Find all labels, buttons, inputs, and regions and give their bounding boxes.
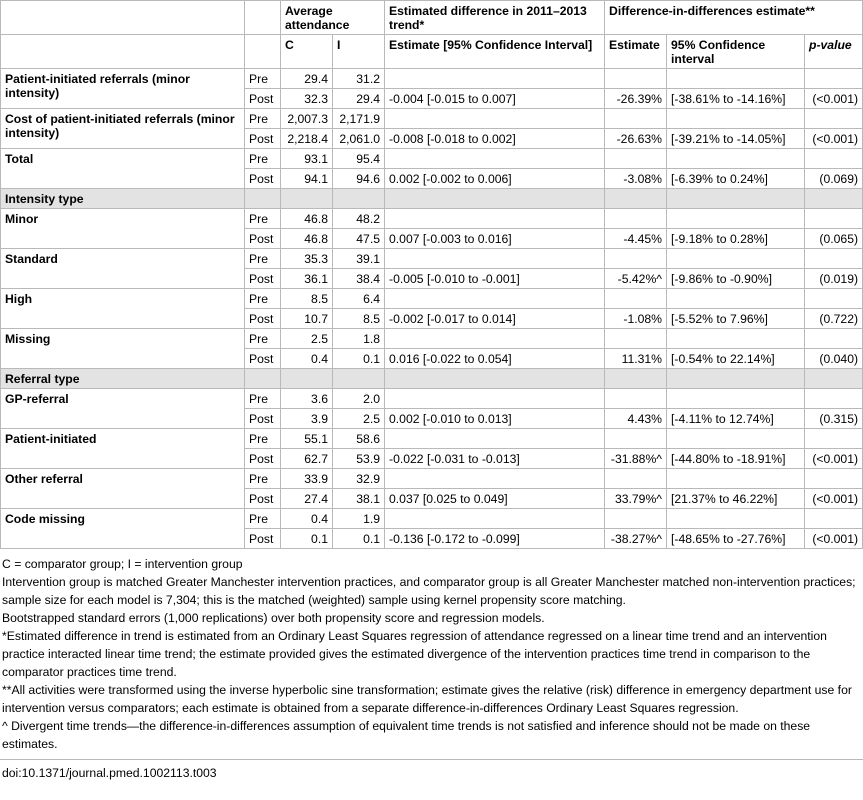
empty-cell — [605, 469, 667, 489]
comparator-value: 0.1 — [281, 529, 333, 549]
intervention-value: 48.2 — [333, 209, 385, 229]
intervention-value: 53.9 — [333, 449, 385, 469]
empty-cell — [805, 509, 863, 529]
row-label: Patient-initiated referrals (minor intensity) — [1, 69, 245, 109]
period-cell: Post — [245, 409, 281, 429]
comparator-value: 2,218.4 — [281, 129, 333, 149]
did-confidence-interval: [-39.21% to -14.05%] — [667, 129, 805, 149]
empty-cell — [385, 249, 605, 269]
did-confidence-interval: [-4.11% to 12.74%] — [667, 409, 805, 429]
header-empty — [1, 1, 245, 35]
did-estimate: 11.31% — [605, 349, 667, 369]
empty-cell — [605, 109, 667, 129]
comparator-value: 2,007.3 — [281, 109, 333, 129]
header-p-value — [805, 35, 863, 69]
comparator-value: 46.8 — [281, 229, 333, 249]
empty-cell — [385, 189, 605, 209]
period-cell: Pre — [245, 509, 281, 529]
p-value: (<0.001) — [805, 89, 863, 109]
section-label: Referral type — [1, 369, 245, 389]
empty-cell — [605, 249, 667, 269]
empty-cell — [605, 289, 667, 309]
trend-estimate: -0.005 [-0.010 to -0.001] — [385, 269, 605, 289]
p-value: (0.040) — [805, 349, 863, 369]
empty-cell — [667, 389, 805, 409]
comparator-value: 29.4 — [281, 69, 333, 89]
did-confidence-interval: [-0.54% to 22.14%] — [667, 349, 805, 369]
comparator-value: 3.6 — [281, 389, 333, 409]
empty-cell — [333, 189, 385, 209]
intervention-value: 1.8 — [333, 329, 385, 349]
period-cell: Post — [245, 229, 281, 249]
header-average-attendance: Average attendance — [281, 1, 385, 35]
empty-cell — [605, 209, 667, 229]
row-label: Code missing — [1, 509, 245, 549]
comparator-value: 0.4 — [281, 509, 333, 529]
period-cell: Pre — [245, 429, 281, 449]
empty-cell — [333, 369, 385, 389]
trend-estimate: -0.002 [-0.017 to 0.014] — [385, 309, 605, 329]
trend-estimate: -0.008 [-0.018 to 0.002] — [385, 129, 605, 149]
row-label: Minor — [1, 209, 245, 249]
table-row-pre — [1, 429, 863, 449]
period-cell: Post — [245, 129, 281, 149]
did-confidence-interval: [-9.18% to 0.28%] — [667, 229, 805, 249]
period-cell: Pre — [245, 109, 281, 129]
empty-cell — [385, 429, 605, 449]
p-value: (0.315) — [805, 409, 863, 429]
did-confidence-interval: [-9.86% to -0.90%] — [667, 269, 805, 289]
comparator-value: 0.4 — [281, 349, 333, 369]
table-row-pre — [1, 329, 863, 349]
period-cell: Post — [245, 449, 281, 469]
comparator-value: 10.7 — [281, 309, 333, 329]
empty-cell — [385, 149, 605, 169]
period-cell: Pre — [245, 69, 281, 89]
did-confidence-interval: [21.37% to 46.22%] — [667, 489, 805, 509]
empty-cell — [385, 109, 605, 129]
period-cell: Post — [245, 169, 281, 189]
empty-cell — [385, 289, 605, 309]
header-row-1 — [1, 1, 863, 35]
empty-cell — [667, 209, 805, 229]
did-estimate: -38.27%^ — [605, 529, 667, 549]
comparator-value: 36.1 — [281, 269, 333, 289]
did-estimate: 4.43% — [605, 409, 667, 429]
header-empty — [1, 35, 245, 69]
empty-cell — [667, 509, 805, 529]
empty-cell — [605, 509, 667, 529]
did-estimate: -4.45% — [605, 229, 667, 249]
empty-cell — [667, 329, 805, 349]
empty-cell — [605, 329, 667, 349]
empty-cell — [667, 69, 805, 89]
empty-cell — [667, 189, 805, 209]
row-label: Missing — [1, 329, 245, 369]
p-value: (<0.001) — [805, 529, 863, 549]
empty-cell — [385, 469, 605, 489]
header-i: I — [333, 35, 385, 69]
empty-cell — [605, 429, 667, 449]
intervention-value: 32.9 — [333, 469, 385, 489]
period-cell: Post — [245, 349, 281, 369]
empty-cell — [667, 109, 805, 129]
period-cell: Post — [245, 309, 281, 329]
table-body — [1, 69, 863, 549]
comparator-value: 32.3 — [281, 89, 333, 109]
empty-cell — [805, 469, 863, 489]
intervention-value: 2,061.0 — [333, 129, 385, 149]
intervention-value: 2.5 — [333, 409, 385, 429]
p-value: (0.065) — [805, 229, 863, 249]
period-cell: Pre — [245, 389, 281, 409]
intervention-value: 2,171.9 — [333, 109, 385, 129]
trend-estimate: -0.004 [-0.015 to 0.007] — [385, 89, 605, 109]
footnote: ^ Divergent time trends—the difference-in-differences assumption of equivalent time trends is not satisfied and inference should not be made on these estimates. — [2, 719, 811, 751]
comparator-value: 3.9 — [281, 409, 333, 429]
table-row-pre — [1, 69, 863, 89]
footnote: **All activities were transformed using the inverse hyperbolic sine transformation; estimate gives the relative (risk) difference in emergency department use for intervention versus comparators; each estimate is obtained from a separate difference-in-differences Ordinary Least Squares regression. — [2, 683, 852, 715]
empty-cell — [605, 69, 667, 89]
header-did-estimate: Difference-in-differences estimate** — [605, 1, 863, 35]
empty-cell — [385, 509, 605, 529]
trend-estimate: 0.037 [0.025 to 0.049] — [385, 489, 605, 509]
empty-cell — [667, 369, 805, 389]
did-confidence-interval: [-38.61% to -14.16%] — [667, 89, 805, 109]
header-row-2 — [1, 35, 863, 69]
did-estimate: -5.42%^ — [605, 269, 667, 289]
empty-cell — [805, 189, 863, 209]
empty-cell — [385, 389, 605, 409]
header-estimate-ci: Estimate [95% Confidence Interval] — [385, 35, 605, 69]
empty-cell — [385, 209, 605, 229]
empty-cell — [281, 189, 333, 209]
p-value: (0.722) — [805, 309, 863, 329]
comparator-value: 62.7 — [281, 449, 333, 469]
comparator-value: 93.1 — [281, 149, 333, 169]
intervention-value: 0.1 — [333, 529, 385, 549]
intervention-value: 58.6 — [333, 429, 385, 449]
comparator-value: 94.1 — [281, 169, 333, 189]
table-header — [1, 1, 863, 69]
period-cell: Pre — [245, 329, 281, 349]
p-value: (<0.001) — [805, 489, 863, 509]
empty-cell — [805, 329, 863, 349]
p-value: (<0.001) — [805, 129, 863, 149]
comparator-value: 33.9 — [281, 469, 333, 489]
empty-cell — [805, 69, 863, 89]
did-confidence-interval: [-6.39% to 0.24%] — [667, 169, 805, 189]
doi-text: doi:10.1371/journal.pmed.1002113.t003 — [2, 766, 217, 780]
header-c: C — [281, 35, 333, 69]
row-label: High — [1, 289, 245, 329]
intervention-value: 31.2 — [333, 69, 385, 89]
intervention-value: 8.5 — [333, 309, 385, 329]
row-label: Patient-initiated — [1, 429, 245, 469]
table-row-pre — [1, 149, 863, 169]
period-cell: Pre — [245, 469, 281, 489]
intervention-value: 2.0 — [333, 389, 385, 409]
period-cell: Pre — [245, 249, 281, 269]
section-row — [1, 369, 863, 389]
row-label: Standard — [1, 249, 245, 289]
empty-cell — [667, 249, 805, 269]
did-estimate: 33.79%^ — [605, 489, 667, 509]
table-row-pre — [1, 209, 863, 229]
intervention-value: 1.9 — [333, 509, 385, 529]
p-value: (<0.001) — [805, 449, 863, 469]
period-cell: Post — [245, 89, 281, 109]
header-confidence-interval: 95% Confidence interval — [667, 35, 805, 69]
trend-estimate: -0.136 [-0.172 to -0.099] — [385, 529, 605, 549]
empty-cell — [805, 149, 863, 169]
empty-cell — [805, 389, 863, 409]
intervention-value: 47.5 — [333, 229, 385, 249]
table-row-pre — [1, 389, 863, 409]
comparator-value: 35.3 — [281, 249, 333, 269]
intervention-value: 29.4 — [333, 89, 385, 109]
comparator-value: 2.5 — [281, 329, 333, 349]
period-cell: Post — [245, 269, 281, 289]
empty-cell — [605, 369, 667, 389]
header-empty — [245, 35, 281, 69]
row-label: GP-referral — [1, 389, 245, 429]
empty-cell — [605, 389, 667, 409]
footnote: C = comparator group; I = intervention group — [2, 557, 243, 571]
trend-estimate: 0.007 [-0.003 to 0.016] — [385, 229, 605, 249]
intervention-value: 95.4 — [333, 149, 385, 169]
header-p-value-text: p-value — [809, 38, 852, 52]
empty-cell — [805, 209, 863, 229]
row-label: Cost of patient-initiated referrals (minor intensity) — [1, 109, 245, 149]
row-label: Total — [1, 149, 245, 189]
did-estimate: -26.39% — [605, 89, 667, 109]
p-value: (0.019) — [805, 269, 863, 289]
footnote: Intervention group is matched Greater Manchester intervention practices, and comparator group is all Greater Manchester matched non-intervention practices; sample size for each model is 7,304; this is the matched (weighted) sample using kernel propensity score matching. — [2, 575, 856, 607]
table-row-pre — [1, 509, 863, 529]
table-row-pre — [1, 289, 863, 309]
empty-cell — [805, 109, 863, 129]
trend-estimate: -0.022 [-0.031 to -0.013] — [385, 449, 605, 469]
intervention-value: 94.6 — [333, 169, 385, 189]
comparator-value: 55.1 — [281, 429, 333, 449]
did-estimate: -1.08% — [605, 309, 667, 329]
p-value: (0.069) — [805, 169, 863, 189]
empty-cell — [245, 369, 281, 389]
header-estimated-difference: Estimated difference in 2011–2013 trend* — [385, 1, 605, 35]
period-cell: Pre — [245, 289, 281, 309]
did-confidence-interval: [-48.65% to -27.76%] — [667, 529, 805, 549]
did-confidence-interval: [-5.52% to 7.96%] — [667, 309, 805, 329]
empty-cell — [605, 149, 667, 169]
trend-estimate: 0.002 [-0.010 to 0.013] — [385, 409, 605, 429]
table-row-pre — [1, 469, 863, 489]
empty-cell — [667, 469, 805, 489]
period-cell: Post — [245, 489, 281, 509]
intervention-value: 0.1 — [333, 349, 385, 369]
table-footnotes — [0, 549, 862, 753]
did-estimate: -31.88%^ — [605, 449, 667, 469]
table-row-pre — [1, 249, 863, 269]
period-cell: Pre — [245, 209, 281, 229]
row-label: Other referral — [1, 469, 245, 509]
trend-estimate: 0.016 [-0.022 to 0.054] — [385, 349, 605, 369]
comparator-value: 8.5 — [281, 289, 333, 309]
intervention-value: 38.4 — [333, 269, 385, 289]
did-estimate: -3.08% — [605, 169, 667, 189]
empty-cell — [281, 369, 333, 389]
empty-cell — [667, 289, 805, 309]
empty-cell — [385, 369, 605, 389]
empty-cell — [667, 429, 805, 449]
section-label: Intensity type — [1, 189, 245, 209]
did-estimate: -26.63% — [605, 129, 667, 149]
period-cell: Pre — [245, 149, 281, 169]
trend-estimate: 0.002 [-0.002 to 0.006] — [385, 169, 605, 189]
empty-cell — [805, 429, 863, 449]
empty-cell — [245, 189, 281, 209]
footnote: Bootstrapped standard errors (1,000 replications) over both propensity score and regression models. — [2, 611, 545, 625]
empty-cell — [805, 249, 863, 269]
intervention-value: 39.1 — [333, 249, 385, 269]
header-empty — [245, 1, 281, 35]
comparator-value: 27.4 — [281, 489, 333, 509]
period-cell: Post — [245, 529, 281, 549]
table-row-pre — [1, 109, 863, 129]
empty-cell — [385, 69, 605, 89]
section-row — [1, 189, 863, 209]
empty-cell — [805, 369, 863, 389]
empty-cell — [805, 289, 863, 309]
header-estimate: Estimate — [605, 35, 667, 69]
did-confidence-interval: [-44.80% to -18.91%] — [667, 449, 805, 469]
empty-cell — [605, 189, 667, 209]
footnote: *Estimated difference in trend is estimated from an Ordinary Least Squares regression of attendance regressed on a linear time trend and an intervention practice interacted linear time trend; the estimate provided gives the estimated divergence of the intervention practices time trend in comparison to the comparator practices time trend. — [2, 629, 827, 679]
empty-cell — [385, 329, 605, 349]
empty-cell — [667, 149, 805, 169]
intervention-value: 6.4 — [333, 289, 385, 309]
comparator-value: 46.8 — [281, 209, 333, 229]
intervention-value: 38.1 — [333, 489, 385, 509]
